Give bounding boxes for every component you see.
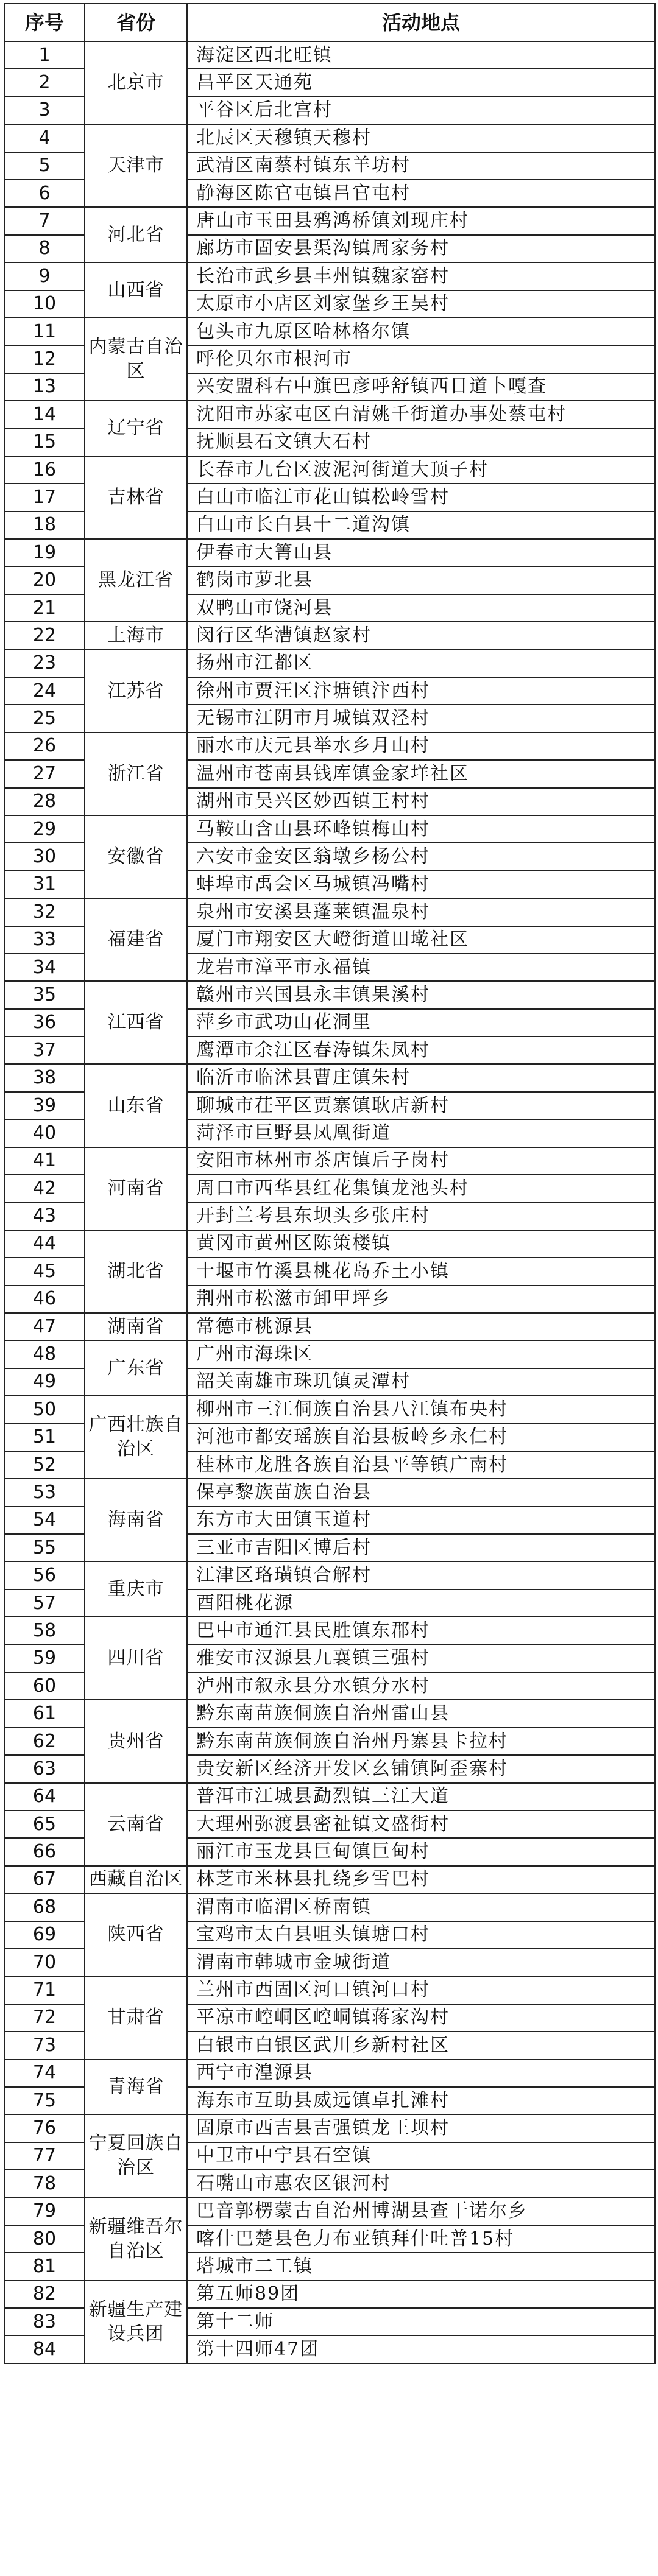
location-cell: 白银市白银区武川乡新村社区: [187, 2032, 655, 2059]
row-index: 9: [4, 262, 85, 290]
province-cell: 广西壮族自治区: [85, 1396, 187, 1479]
location-cell: 丽江市玉龙县巨甸镇巨甸村: [187, 1838, 655, 1865]
table-row: [4, 1396, 655, 1423]
row-index: 57: [4, 1589, 85, 1617]
location-cell: 东方市大田镇玉道村: [187, 1507, 655, 1534]
row-index: 42: [4, 1175, 85, 1202]
location-cell: 黔东南苗族侗族自治州雷山县: [187, 1700, 655, 1727]
province-cell: 湖南省: [85, 1313, 187, 1340]
location-cell: 无锡市江阴市月城镇双泾村: [187, 705, 655, 732]
location-cell: 泉州市安溪县蓬莱镇温泉村: [187, 898, 655, 926]
location-cell: 海东市互助县威远镇卓扎滩村: [187, 2087, 655, 2114]
table-row: [4, 2281, 655, 2308]
location-cell: 赣州市兴国县永丰镇果溪村: [187, 981, 655, 1008]
row-index: 79: [4, 2197, 85, 2225]
row-index: 72: [4, 2004, 85, 2032]
location-cell: 保亭黎族苗族自治县: [187, 1479, 655, 1506]
row-index: 40: [4, 1119, 85, 1147]
province-cell: 新疆生产建设兵团: [85, 2281, 187, 2363]
location-cell: 十堰市竹溪县桃花岛乔土小镇: [187, 1258, 655, 1285]
location-cell: 广州市海珠区: [187, 1340, 655, 1368]
table-row: [4, 1479, 655, 1506]
table-row: [4, 262, 655, 290]
header-location: 活动地点: [187, 4, 655, 41]
location-cell: 长治市武乡县丰州镇魏家窑村: [187, 262, 655, 290]
row-index: 54: [4, 1507, 85, 1534]
location-cell: 徐州市贾汪区汴塘镇汴西村: [187, 677, 655, 705]
location-cell: 厦门市翔安区大嶝街道田墘社区: [187, 926, 655, 954]
row-index: 48: [4, 1340, 85, 1368]
table-row: [4, 2197, 655, 2225]
table-row: [4, 733, 655, 760]
location-cell: 宝鸡市太白县咀头镇塘口村: [187, 1921, 655, 1949]
province-cell: 宁夏回族自治区: [85, 2114, 187, 2197]
location-cell: 龙岩市漳平市永福镇: [187, 954, 655, 981]
row-index: 69: [4, 1921, 85, 1949]
table-row: [4, 1866, 655, 1893]
row-index: 70: [4, 1949, 85, 1976]
row-index: 32: [4, 898, 85, 926]
row-index: 22: [4, 622, 85, 649]
row-index: 46: [4, 1286, 85, 1313]
location-cell: 海淀区西北旺镇: [187, 41, 655, 69]
row-index: 82: [4, 2281, 85, 2308]
province-cell: 安徽省: [85, 815, 187, 898]
location-cell: 安阳市林州市茶店镇后子岗村: [187, 1147, 655, 1175]
table-row: [4, 1147, 655, 1175]
row-index: 78: [4, 2170, 85, 2197]
table-row: [4, 1313, 655, 1340]
row-index: 75: [4, 2087, 85, 2114]
province-cell: 河北省: [85, 207, 187, 262]
location-cell: 马鞍山含山县环峰镇梅山村: [187, 815, 655, 843]
location-cell: 泸州市叙永县分水镇分水村: [187, 1672, 655, 1700]
location-cell: 菏泽市巨野县凤凰街道: [187, 1119, 655, 1147]
province-cell: 云南省: [85, 1783, 187, 1866]
province-cell: 新疆维吾尔自治区: [85, 2197, 187, 2280]
province-cell: 甘肃省: [85, 1976, 187, 2059]
province-cell: 青海省: [85, 2060, 187, 2115]
row-index: 55: [4, 1534, 85, 1561]
row-index: 16: [4, 456, 85, 484]
row-index: 14: [4, 401, 85, 428]
table-row: [4, 1230, 655, 1258]
row-index: 15: [4, 428, 85, 456]
table-row: [4, 2114, 655, 2142]
row-index: 3: [4, 97, 85, 124]
row-index: 2: [4, 69, 85, 96]
location-cell: 柳州市三江侗族自治县八江镇布央村: [187, 1396, 655, 1423]
row-index: 5: [4, 152, 85, 180]
province-cell: 贵州省: [85, 1700, 187, 1782]
row-index: 43: [4, 1202, 85, 1230]
row-index: 62: [4, 1728, 85, 1755]
province-cell: 山西省: [85, 262, 187, 318]
row-index: 6: [4, 180, 85, 207]
province-cell: 山东省: [85, 1064, 187, 1147]
location-cell: 大理州弥渡县密祉镇文盛街村: [187, 1811, 655, 1838]
location-cell: 周口市西华县红花集镇龙池头村: [187, 1175, 655, 1202]
row-index: 30: [4, 843, 85, 870]
table-row: [4, 1893, 655, 1921]
province-cell: 辽宁省: [85, 401, 187, 456]
province-cell: 浙江省: [85, 733, 187, 815]
row-index: 41: [4, 1147, 85, 1175]
location-cell: 酉阳桃花源: [187, 1589, 655, 1617]
location-cell: 六安市金安区翁墩乡杨公村: [187, 843, 655, 870]
row-index: 50: [4, 1396, 85, 1423]
location-cell: 河池市都安瑶族自治县板岭乡永仁村: [187, 1424, 655, 1451]
row-index: 83: [4, 2308, 85, 2335]
province-cell: 内蒙古自治区: [85, 318, 187, 401]
table-row: [4, 207, 655, 234]
row-index: 35: [4, 981, 85, 1008]
row-index: 53: [4, 1479, 85, 1506]
location-cell: 渭南市临渭区桥南镇: [187, 1893, 655, 1921]
row-index: 21: [4, 594, 85, 622]
location-cell: 廊坊市固安县渠沟镇周家务村: [187, 235, 655, 262]
row-index: 65: [4, 1811, 85, 1838]
location-cell: 湖州市吴兴区妙西镇王村村: [187, 788, 655, 815]
location-cell: 聊城市茌平区贾寨镇耿店新村: [187, 1092, 655, 1119]
row-index: 68: [4, 1893, 85, 1921]
row-index: 11: [4, 318, 85, 345]
row-index: 76: [4, 2114, 85, 2142]
row-index: 60: [4, 1672, 85, 1700]
row-index: 7: [4, 207, 85, 234]
location-cell: 呼伦贝尔市根河市: [187, 345, 655, 373]
table-body: [4, 41, 655, 2363]
province-cell: 北京市: [85, 41, 187, 124]
location-cell: 临沂市临沭县曹庄镇朱村: [187, 1064, 655, 1091]
location-cell: 桂林市龙胜各族自治县平等镇广南村: [187, 1451, 655, 1479]
location-cell: 白山市长白县十二道沟镇: [187, 512, 655, 539]
table-row: [4, 539, 655, 566]
location-cell: 荆州市松滋市卸甲坪乡: [187, 1286, 655, 1313]
table-row: [4, 1561, 655, 1589]
province-cell: 吉林省: [85, 456, 187, 539]
table-row: [4, 1340, 655, 1368]
table-row: [4, 124, 655, 152]
location-cell: 蚌埠市禹会区马城镇冯嘴村: [187, 871, 655, 898]
row-index: 58: [4, 1617, 85, 1644]
row-index: 51: [4, 1424, 85, 1451]
location-cell: 平凉市崆峒区崆峒镇蒋家沟村: [187, 2004, 655, 2032]
location-cell: 塔城市二工镇: [187, 2253, 655, 2280]
location-cell: 武清区南蔡村镇东羊坊村: [187, 152, 655, 180]
table-row: [4, 318, 655, 345]
province-cell: 福建省: [85, 898, 187, 981]
province-cell: 河南省: [85, 1147, 187, 1230]
location-cell: 常德市桃源县: [187, 1313, 655, 1340]
table-row: [4, 981, 655, 1008]
location-cell: 兰州市西固区河口镇河口村: [187, 1976, 655, 2004]
location-cell: 闵行区华漕镇赵家村: [187, 622, 655, 649]
location-cell: 平谷区后北宫村: [187, 97, 655, 124]
location-cell: 石嘴山市惠农区银河村: [187, 2170, 655, 2197]
row-index: 24: [4, 677, 85, 705]
table-row: [4, 1064, 655, 1091]
row-index: 18: [4, 512, 85, 539]
location-cell: 鹰潭市余江区春涛镇朱凤村: [187, 1036, 655, 1064]
row-index: 36: [4, 1009, 85, 1036]
row-index: 81: [4, 2253, 85, 2280]
row-index: 61: [4, 1700, 85, 1727]
table-row: [4, 2060, 655, 2087]
row-index: 25: [4, 705, 85, 732]
row-index: 66: [4, 1838, 85, 1865]
province-cell: 江苏省: [85, 650, 187, 733]
activity-locations-table: [4, 3, 656, 2364]
table-row: [4, 401, 655, 428]
row-index: 74: [4, 2060, 85, 2087]
location-cell: 江津区珞璜镇合解村: [187, 1561, 655, 1589]
row-index: 59: [4, 1645, 85, 1672]
header-province: 省份: [85, 4, 187, 41]
row-index: 33: [4, 926, 85, 954]
location-cell: 兴安盟科右中旗巴彦呼舒镇西日道卜嘎查: [187, 373, 655, 401]
row-index: 12: [4, 345, 85, 373]
row-index: 44: [4, 1230, 85, 1258]
row-index: 29: [4, 815, 85, 843]
location-cell: 开封兰考县东坝头乡张庄村: [187, 1202, 655, 1230]
location-cell: 三亚市吉阳区博后村: [187, 1534, 655, 1561]
location-cell: 固原市西吉县吉强镇龙王坝村: [187, 2114, 655, 2142]
province-cell: 黑龙江省: [85, 539, 187, 622]
location-cell: 巴音郭楞蒙古自治州博湖县查干诺尔乡: [187, 2197, 655, 2225]
row-index: 28: [4, 788, 85, 815]
row-index: 37: [4, 1036, 85, 1064]
row-index: 56: [4, 1561, 85, 1589]
location-cell: 渭南市韩城市金城街道: [187, 1949, 655, 1976]
table-row: [4, 41, 655, 69]
location-cell: 双鸭山市饶河县: [187, 594, 655, 622]
row-index: 47: [4, 1313, 85, 1340]
row-index: 34: [4, 954, 85, 981]
row-index: 19: [4, 539, 85, 566]
row-index: 27: [4, 760, 85, 787]
location-cell: 黔东南苗族侗族自治州丹寨县卡拉村: [187, 1728, 655, 1755]
province-cell: 重庆市: [85, 1561, 187, 1617]
location-cell: 中卫市中宁县石空镇: [187, 2142, 655, 2170]
province-cell: 江西省: [85, 981, 187, 1064]
location-cell: 静海区陈官屯镇吕官屯村: [187, 180, 655, 207]
location-cell: 昌平区天通苑: [187, 69, 655, 96]
province-cell: 湖北省: [85, 1230, 187, 1313]
table-row: [4, 456, 655, 484]
table-row: [4, 622, 655, 649]
table-row: [4, 1783, 655, 1811]
location-cell: 温州市苍南县钱库镇金家垟社区: [187, 760, 655, 787]
table-row: [4, 898, 655, 926]
location-cell: 抚顺县石文镇大石村: [187, 428, 655, 456]
row-index: 17: [4, 484, 85, 511]
row-index: 20: [4, 566, 85, 594]
location-cell: 太原市小店区刘家堡乡王吴村: [187, 290, 655, 318]
row-index: 77: [4, 2142, 85, 2170]
location-cell: 鹤岗市萝北县: [187, 566, 655, 594]
header-index: 序号: [4, 4, 85, 41]
location-cell: 巴中市通江县民胜镇东郡村: [187, 1617, 655, 1644]
table-row: [4, 815, 655, 843]
location-cell: 北辰区天穆镇天穆村: [187, 124, 655, 152]
row-index: 64: [4, 1783, 85, 1811]
row-index: 73: [4, 2032, 85, 2059]
province-cell: 四川省: [85, 1617, 187, 1700]
row-index: 63: [4, 1755, 85, 1782]
row-index: 13: [4, 373, 85, 401]
location-cell: 扬州市江都区: [187, 650, 655, 677]
location-cell: 第五师89团: [187, 2281, 655, 2308]
province-cell: 天津市: [85, 124, 187, 207]
province-cell: 广东省: [85, 1340, 187, 1396]
location-cell: 普洱市江城县勐烈镇三江大道: [187, 1783, 655, 1811]
row-index: 71: [4, 1976, 85, 2004]
table-row: [4, 1976, 655, 2004]
table-row: [4, 650, 655, 677]
location-cell: 第十四师47团: [187, 2335, 655, 2363]
row-index: 39: [4, 1092, 85, 1119]
province-cell: 陕西省: [85, 1893, 187, 1976]
location-cell: 丽水市庆元县举水乡月山村: [187, 733, 655, 760]
location-cell: 韶关南雄市珠玑镇灵潭村: [187, 1368, 655, 1396]
row-index: 45: [4, 1258, 85, 1285]
row-index: 8: [4, 235, 85, 262]
location-cell: 雅安市汉源县九襄镇三强村: [187, 1645, 655, 1672]
location-cell: 贵安新区经济开发区幺铺镇阿歪寨村: [187, 1755, 655, 1782]
location-cell: 林芝市米林县扎绕乡雪巴村: [187, 1866, 655, 1893]
row-index: 1: [4, 41, 85, 69]
row-index: 26: [4, 733, 85, 760]
table-header-row: [4, 4, 655, 41]
province-cell: 海南省: [85, 1479, 187, 1561]
province-cell: 上海市: [85, 622, 187, 649]
row-index: 38: [4, 1064, 85, 1091]
location-cell: 伊春市大箐山县: [187, 539, 655, 566]
location-cell: 第十二师: [187, 2308, 655, 2335]
row-index: 84: [4, 2335, 85, 2363]
location-cell: 包头市九原区哈林格尔镇: [187, 318, 655, 345]
table-row: [4, 1617, 655, 1644]
table-row: [4, 1700, 655, 1727]
location-cell: 白山市临江市花山镇松岭雪村: [187, 484, 655, 511]
row-index: 52: [4, 1451, 85, 1479]
location-cell: 西宁市湟源县: [187, 2060, 655, 2087]
row-index: 10: [4, 290, 85, 318]
row-index: 23: [4, 650, 85, 677]
location-cell: 沈阳市苏家屯区白清姚千街道办事处蔡屯村: [187, 401, 655, 428]
row-index: 80: [4, 2225, 85, 2253]
location-cell: 长春市九台区波泥河街道大顶子村: [187, 456, 655, 484]
location-cell: 喀什巴楚县色力布亚镇拜什吐普15村: [187, 2225, 655, 2253]
row-index: 4: [4, 124, 85, 152]
location-cell: 黄冈市黄州区陈策楼镇: [187, 1230, 655, 1258]
location-cell: 萍乡市武功山花洞里: [187, 1009, 655, 1036]
row-index: 49: [4, 1368, 85, 1396]
location-cell: 唐山市玉田县鸦鸿桥镇刘现庄村: [187, 207, 655, 234]
row-index: 67: [4, 1866, 85, 1893]
row-index: 31: [4, 871, 85, 898]
province-cell: 西藏自治区: [85, 1866, 187, 1893]
